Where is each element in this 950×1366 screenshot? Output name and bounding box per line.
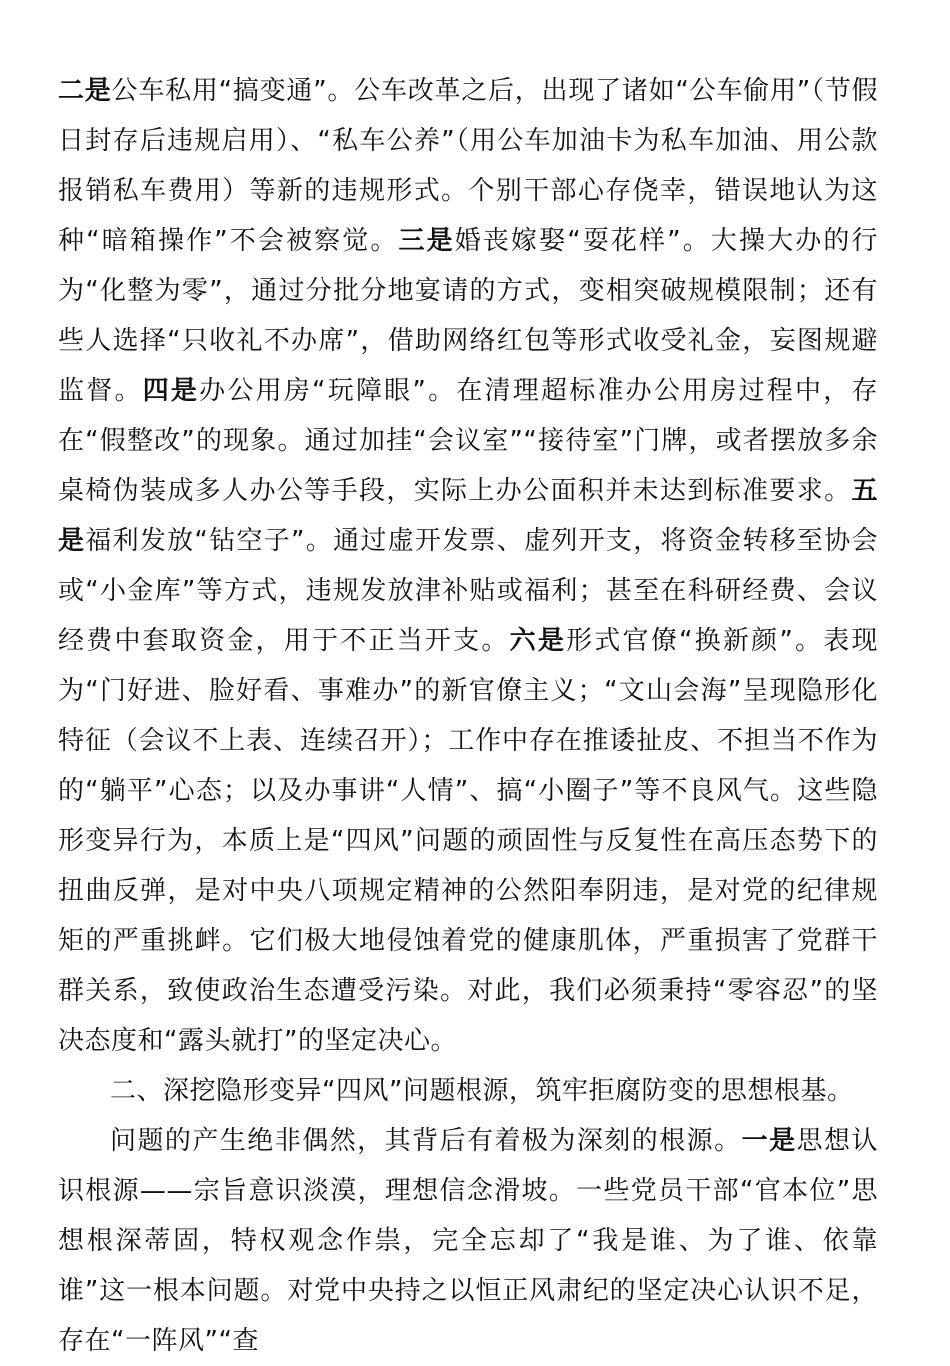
point-marker-five: 五是 xyxy=(58,476,878,556)
point-marker-two: 二是 xyxy=(58,76,112,106)
point-marker-one: 一是 xyxy=(741,1126,797,1156)
point-text-two: 公车私用“搞变通”。公车改革之后，出现了诸如“公车偷用”（节假日封存后违规启用）、“私车公养”（用公车加油卡为私车加油、用公款报销私车费用）等新的违规形式。个别干部心存侥幸，错误地认为这种“暗箱操作”不会被察觉。 xyxy=(58,76,878,256)
point-text-four: 办公用房“玩障眼”。在清理超标准办公用房过程中，存在“假整改”的现象。通过加挂“会议室”“接待室”门牌，或者摆放多余桌椅伪装成多人办公等手段，实际上办公面积并未达到标准要求。 xyxy=(58,376,878,506)
point-text-three: 婚丧嫁娶“耍花样”。大操大办的行为“化整为零”，通过分批分地宴请的方式，变相突破规模限制；还有些人选择“只收礼不办席”，借助网络红包等形式收受礼金，妄图规避监督。 xyxy=(58,226,878,406)
point-text-five: 福利发放“钻空子”。通过虚开发票、虚列开支，将资金转移至协会或“小金库”等方式，违规发放津补贴或福利；甚至在科研经费、会议经费中套取资金，用于不正当开支。 xyxy=(58,526,878,656)
point-marker-six: 六是 xyxy=(509,626,567,656)
paragraph-root-causes xyxy=(58,1116,878,1366)
point-marker-four: 四是 xyxy=(142,376,200,406)
paragraph-hidden-forms xyxy=(58,66,878,1066)
root-causes-intro: 问题的产生绝非偶然，其背后有着极为深刻的根源。 xyxy=(110,1126,742,1156)
point-text-one: 思想认识根源——宗旨意识淡漠，理想信念滑坡。一些党员干部“官本位”思想根深蒂固，特权观念作祟，完全忘却了“我是谁、为了谁、依靠谁”这一根本问题。对党中央持之以恒正风肃纪的坚定决心认识不足，存在“一阵风”“查 xyxy=(58,1126,878,1356)
point-marker-three: 三是 xyxy=(398,226,455,256)
section-heading-two: 二、深挖隐形变异“四风”问题根源，筑牢拒腐防变的思想根基。 xyxy=(110,1076,854,1106)
point-text-six: 形式官僚“换新颜”。表现为“门好进、脸好看、事难办”的新官僚主义；“文山会海”呈现隐形化特征（会议不上表、连续召开）；工作中存在推诿扯皮、不担当不作为的“躺平”心态；以及办事讲“人情”、搞“小圈子”等不良风气。这些隐形变异行为，本质上是“四风”问题的顽固性与反复性在高压态势下的扭曲反弹，是对中央八项规定精神的公然阳奉阴违，是对党的纪律规矩的严重挑衅。它们极大地侵蚀着党的健康肌体，严重损害了党群干群关系，致使政治生态遭受污染。对此，我们必须秉持“零容忍”的坚决态度和“露头就打”的坚定决心。 xyxy=(58,626,878,1056)
document-page xyxy=(58,66,878,1366)
